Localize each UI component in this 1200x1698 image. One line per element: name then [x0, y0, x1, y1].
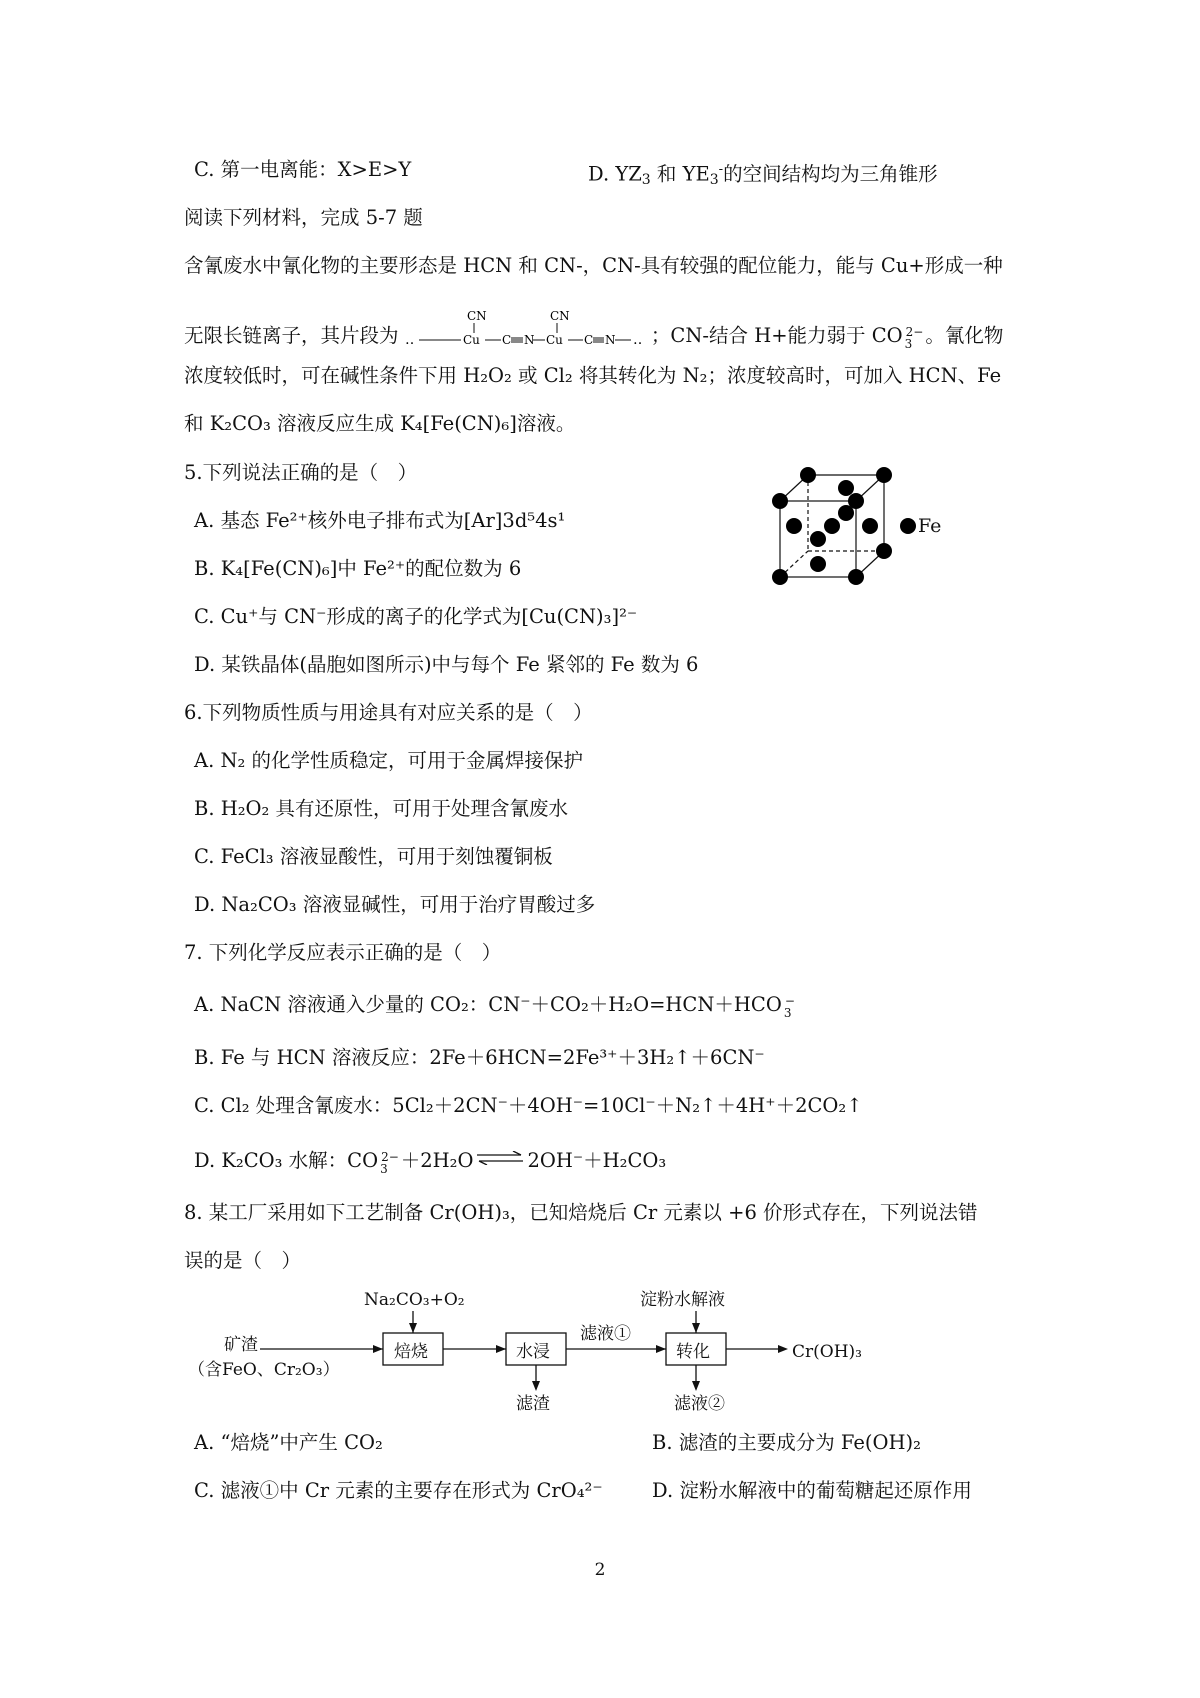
box-leaching-label: 水浸	[516, 1342, 550, 1362]
q8-stem-line-1: 8. 某工厂采用如下工艺制备 Cr(OH)₃，已知焙烧后 Cr 元素以 +6 价形式存在，下列说法错	[184, 1201, 978, 1224]
reagent-na2co3-o2: Na₂CO₃+O₂	[364, 1290, 465, 1310]
q4-option-c: C. 第一电离能：X>E>Y	[194, 158, 412, 181]
q8-option-d: D. 淀粉水解液中的葡萄糖起还原作用	[652, 1479, 972, 1502]
q5-option-b: B. K₄[Fe(CN)₆]中 Fe²⁺的配位数为 6	[194, 557, 522, 580]
svg-text:‥: ‥	[404, 332, 415, 348]
material-line-1: 含氰废水中氰化物的主要形态是 HCN 和 CN-，CN-具有较强的配位能力，能与 Cu+形成一种	[184, 254, 1003, 277]
q7-stem: 7. 下列化学反应表示正确的是（ ）	[184, 941, 502, 964]
svg-text:C: C	[501, 333, 511, 347]
process-flow-diagram	[180, 1285, 900, 1435]
q6-option-b: B. H₂O₂ 具有还原性，可用于处理含氰废水	[194, 797, 569, 820]
q8-stem-line-2: 误的是（ ）	[184, 1249, 302, 1272]
box-conversion-label: 转化	[676, 1342, 710, 1362]
svg-text:Cu: Cu	[545, 333, 563, 347]
fe-legend-dot	[900, 518, 916, 534]
material-intro: 阅读下列材料，完成 5-7 题	[184, 206, 423, 229]
q7-option-a: A. NaCN 溶液通入少量的 CO₂：CN⁻＋CO₂＋H₂O=HCN＋HCO − 3	[194, 993, 795, 1020]
residue-label: 滤渣	[516, 1394, 550, 1414]
q8-option-c: C. 滤液①中 Cr 元素的主要存在形式为 CrO₄²⁻	[194, 1479, 603, 1502]
q6-option-c: C. FeCl₃ 溶液显酸性，可用于刻蚀覆铜板	[194, 845, 553, 868]
material-line-4: 和 K₂CO₃ 溶液反应生成 K₄[Fe(CN)₆]溶液。	[184, 412, 576, 435]
filtrate-1-label: 滤液①	[580, 1324, 631, 1344]
reagent-starch-hydrolysate: 淀粉水解液	[640, 1290, 725, 1310]
material-line-2: 无限长链离子，其片段为 CN CN ‥ Cu C N Cu C N ‥ ；CN-结合 H+能力弱于 CO 2− 3 。氰化物	[184, 308, 1003, 356]
q7-option-b: B. Fe 与 HCN 溶液反应：2Fe＋6HCN=2Fe³⁺＋3H₂↑＋6CN⁻	[194, 1046, 765, 1069]
svg-text:CN: CN	[549, 309, 570, 323]
q6-option-a: A. N₂ 的化学性质稳定，可用于金属焊接保护	[194, 749, 584, 772]
box-roasting-label: 焙烧	[394, 1342, 428, 1362]
q6-option-d: D. Na₂CO₃ 溶液显碱性，可用于治疗胃酸过多	[194, 893, 596, 916]
q7-option-d: D. K₂CO₃ 水解：CO 2− 3 ＋2H₂O 2OH⁻＋H₂CO₃	[194, 1149, 667, 1176]
cu-cn-chain-fragment	[405, 308, 645, 356]
ore-label: 矿渣	[224, 1335, 258, 1355]
q5-option-c: C. Cu⁺与 CN⁻形成的离子的化学式为[Cu(CN)₃]²⁻	[194, 605, 638, 628]
q8-option-b: B. 滤渣的主要成分为 Fe(OH)₂	[652, 1431, 921, 1454]
equilibrium-arrow-icon	[475, 1151, 525, 1165]
svg-text:CN: CN	[466, 309, 487, 323]
q6-stem: 6.下列物质性质与用途具有对应关系的是（ ）	[184, 701, 593, 724]
svg-text:N: N	[523, 333, 535, 347]
ore-composition: （含FeO、Cr₂O₃）	[188, 1360, 340, 1380]
page-number: 2	[594, 1560, 606, 1580]
q5-stem: 5.下列说法正确的是（ ）	[184, 461, 418, 484]
fe-legend-label: Fe	[918, 515, 942, 537]
q5-option-d: D. 某铁晶体(晶胞如图所示)中与每个 Fe 紧邻的 Fe 数为 6	[194, 653, 699, 676]
q5-option-a: A. 基态 Fe²⁺核外电子排布式为[Ar]3d⁵4s¹	[194, 509, 566, 532]
q4-option-d: D. $YZ_3$ 和 $YE_3^-$的空间结构均为三角锥形	[588, 162, 938, 188]
filtrate-2-label: 滤液②	[674, 1394, 725, 1414]
svg-text:‥: ‥	[632, 332, 643, 348]
material-line-3: 浓度较低时，可在碱性条件下用 H₂O₂ 或 Cl₂ 将其转化为 N₂；浓度较高时，可加入 HCN、Fe	[184, 364, 1002, 387]
product-label: Cr(OH)₃	[792, 1342, 862, 1362]
q7-option-c: C. Cl₂ 处理含氰废水：5Cl₂＋2CN⁻＋4OH⁻=10Cl⁻＋N₂↑＋4H⁺＋2CO₂↑	[194, 1094, 863, 1117]
q8-option-a: A. “焙烧”中产生 CO₂	[194, 1431, 383, 1454]
svg-text:Cu: Cu	[462, 333, 480, 347]
fe-crystal-cell-diagram	[760, 460, 950, 610]
svg-text:N: N	[604, 333, 616, 347]
svg-text:C: C	[583, 333, 593, 347]
